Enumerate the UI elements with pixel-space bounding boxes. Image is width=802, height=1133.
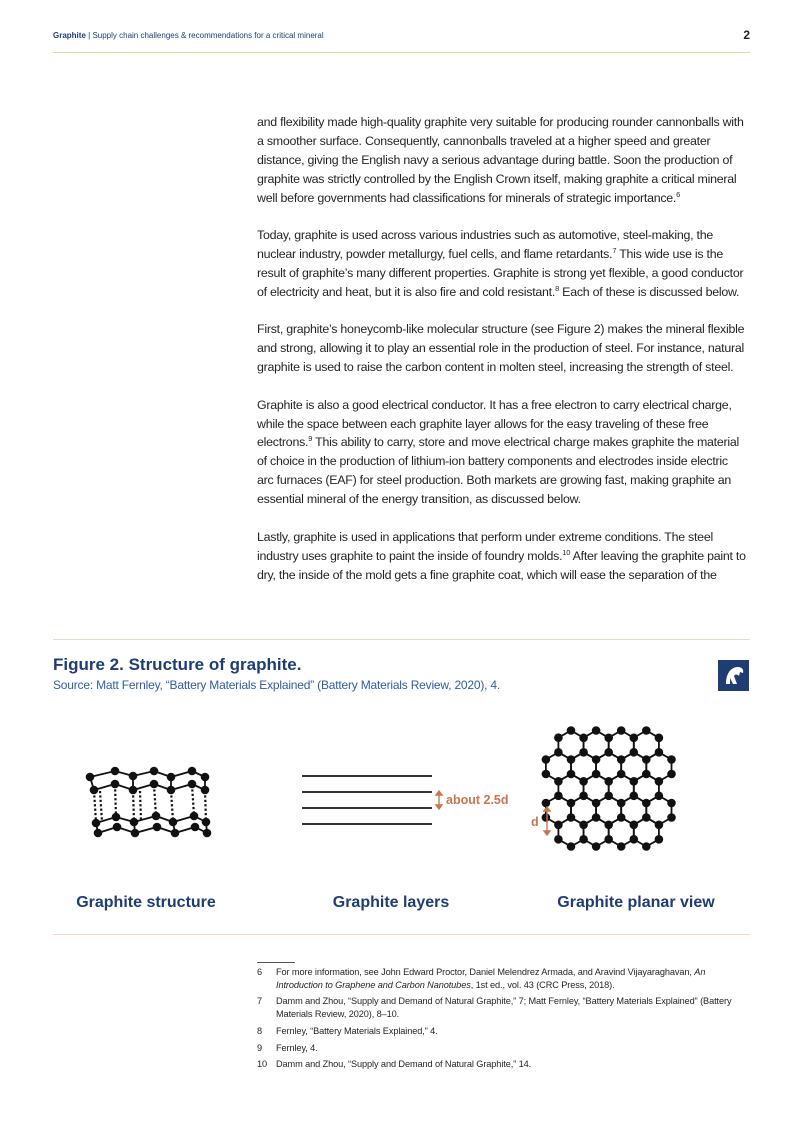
carbon-atom [617,842,626,851]
paragraph: Lastly, graphite is used in applications that perform under extreme conditions. The steel industry uses graphite to paint the inside of foundry molds.$^{10}$ After leaving the graphite paint to dry, the inside of the mold gets a fine graphite coat, which will ease the separation of the [257,529,746,582]
carbon-atom [554,792,563,801]
carbon-atom [579,835,588,844]
carbon-atom [592,813,601,822]
carbon-atom [554,733,563,742]
paragraph: First, graphite’s honeycomb-like molecular structure (see Figure 2) makes the mineral flexible and strong, allowing it to play an essential role in the production of steel. For instance, natural graphite is used to raise the carbon content in molten steel, increasing the strength of steel. [257,322,745,375]
footnote [257,1042,749,1055]
footnote-ref: 10 [562,547,571,557]
carbon-atom [604,748,613,757]
footnote-rule [257,962,295,963]
footnote-ref: 7 [612,246,617,256]
carbon-atom [592,726,601,735]
carbon-atom [592,755,601,764]
carbon-atom [617,755,626,764]
carbon-atom [554,835,563,844]
carbon-atom [567,726,576,735]
footnote-ref: 6 [676,189,681,199]
carbon-atom [642,813,651,822]
figure-top-rule [53,639,750,640]
carbon-atom [604,777,613,786]
figure-source: Source: Matt Fernley, “Battery Materials Explained” (Battery Materials Review, 2020), 4. [53,678,501,692]
footnote-text: Fernley, 4. [276,1042,318,1053]
footnotes [257,966,749,1075]
carbon-atom [655,821,664,830]
paragraph: Graphite is also a good electrical conductor. It has a free electron to carry electrical charge, while the space between each graphite layer allows for the easy traveling of these free electrons.$^9$ This ability to carry, store and move electrical charge makes graphite the material of choice in the production of lithium-ion battery components and electrodes inside electric arc furnaces (EAF) for steel production. Both markets are growing fast, making graphite an essential mineral of the energy transition, as discussed below. [257,397,740,507]
page-header [53,28,750,53]
footnote-number: 9 [257,1042,263,1053]
graphite-structure-graphic [80,760,215,845]
carbon-atom [655,734,664,743]
carbon-atom [542,813,551,822]
carbon-atom [567,755,576,764]
running-header [53,31,324,40]
body-text [257,113,747,603]
footnote-text: For more information, see John Edward Proctor, Daniel Melendrez Armada, and Aravind Vijayaraghavan, An Introduction to Graphene and Carbon Nanotubes, 1st ed., vol. 43 (CRC Press, 2018). [276,967,706,990]
footnote-number: 10 [257,1059,268,1070]
carbon-atom [579,734,588,743]
carbon-atom [554,748,563,757]
carbon-atom [642,726,651,735]
paragraph: and flexibility made high-quality graphite very suitable for producing rounder cannonballs with a smoother surface. Consequently, cannonballs traveled at a higher speed and greater distance, giving the English navy a serious advantage during battle. Soon the production of graphite was strictly controlled by the English Crown itself, making graphite a critical mineral well before governments had classifications for minerals of strategic importance.$^6$ [257,115,744,205]
carbon-atom [567,842,576,851]
carbon-atom [554,821,563,830]
carbon-atom [630,835,639,844]
carbon-atom [579,777,588,786]
footnote-number: 8 [257,1025,263,1036]
carbon-atom [579,821,588,830]
carbon-atom [667,770,676,779]
layer-spacing-label: about 2.5d [446,793,509,807]
carbon-atom [617,799,626,808]
footnote [257,1058,749,1071]
carbon-atom [542,799,551,808]
carbon-atom [642,842,651,851]
footnote-ref: 8 [555,283,559,293]
carbon-atom [592,799,601,808]
footnote [257,1025,749,1038]
carbon-atom [655,777,664,786]
paragraph: Today, graphite is used across various industries such as automotive, steel-making, the nuclear industry, powder metallurgy, fuel cells, and flame retardants.$^7$ This wide use is the result of graphite’s many different properties. Graphite is strong yet flexible, a good conductor of electricity and heat, but it is also fire and cold resistant.$^8$ Each of these is discussed below. [257,228,744,299]
caption-graphite-layers: Graphite layers [332,894,450,911]
carbon-atom [579,748,588,757]
carbon-atom [542,755,551,764]
footnote-text: Fernley, “Battery Materials Explained,” 4. [276,1025,438,1036]
carbon-atom [667,799,676,808]
carbon-atom [667,755,676,764]
carbon-atom [617,726,626,735]
caption-graphite-structure: Graphite structure [76,894,216,911]
hexagon-ring [584,818,609,847]
italic-title: An Introduction to Graphene and Carbon Nanotubes [276,967,706,990]
carbon-atom [579,792,588,801]
footnote-text: Damm and Zhou, “Supply and Demand of Natural Graphite,” 7; Matt Fernley, “Battery Materials Explained” (Battery Materials Review, 2020), 8–10. [276,996,732,1019]
bond-length-label: d [531,815,539,829]
hexagon-ring [558,818,583,847]
carbon-atom [567,813,576,822]
figure-bottom-rule [53,934,750,935]
carbon-atom [630,777,639,786]
figure-title: Figure 2. Structure of graphite. [53,655,302,674]
footnote-number: 6 [257,967,263,977]
carbon-atom [554,777,563,786]
graphite-planar-graphic [525,722,730,872]
carbon-atom [604,734,613,743]
header-separator: | [85,31,93,40]
carbon-atom [630,792,639,801]
footnote [257,995,749,1020]
carbon-atom [642,755,651,764]
carbon-atom [617,770,626,779]
carbon-atom [642,799,651,808]
carbon-atom [630,748,639,757]
carbon-atom [567,770,576,779]
caption-graphite-planar-view: Graphite planar view [557,894,715,911]
graphite-layers-graphic [300,768,515,833]
carbon-atom [642,770,651,779]
carbon-atom [655,792,664,801]
carbon-atom [542,770,551,779]
carbon-atom [604,821,613,830]
footnote-number: 7 [257,996,263,1007]
carbon-atom [630,821,639,830]
carbon-atom [655,835,664,844]
carbon-atom [567,799,576,808]
page-number: 2 [743,28,750,42]
carbon-atom [604,792,613,801]
carbon-atom [592,770,601,779]
doc-subtitle: Supply chain challenges & recommendations for a critical mineral [92,31,324,40]
footnote [257,966,749,991]
hexagon-ring [609,818,634,847]
carbon-atom [604,835,613,844]
publisher-logo-icon [718,660,749,691]
carbon-atom [655,748,664,757]
footnote-text: Damm and Zhou, “Supply and Demand of Natural Graphite,” 14. [276,1059,532,1070]
carbon-atom [630,734,639,743]
carbon-atom [667,813,676,822]
hexagon-ring [634,818,659,847]
carbon-atom [617,813,626,822]
doc-title: Graphite [53,31,86,40]
carbon-atom [592,842,601,851]
footnote-ref: 9 [308,434,313,444]
